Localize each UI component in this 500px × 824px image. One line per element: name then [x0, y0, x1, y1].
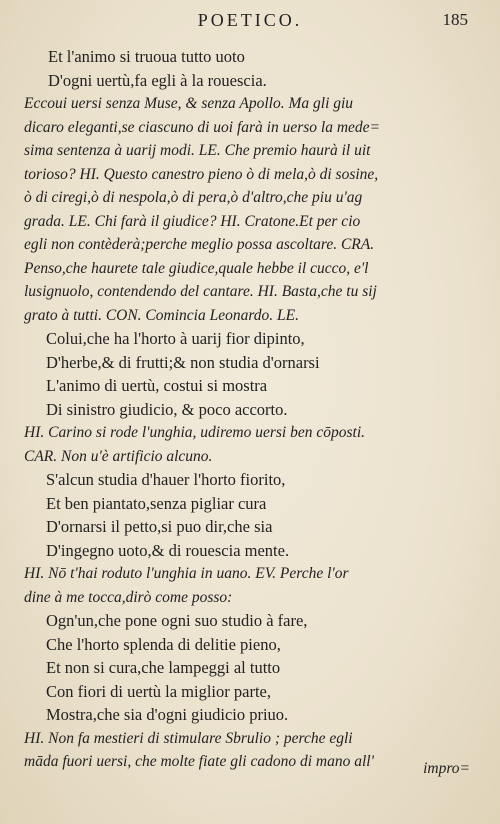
verse-line: D'ornarsi il petto,si puo dir,che sia [46, 517, 273, 536]
verse-line: Colui,che ha l'horto à uarij fior dipinto, [46, 329, 305, 348]
prose-line: CAR. Non u'è artificio alcuno. [24, 447, 213, 465]
prose-line: HI. Nō t'hai roduto l'unghia in uano. EV. Perche l'or [24, 565, 349, 582]
prose-line: grato à tutti. CON. Comincia Leonardo. LE. [24, 306, 300, 324]
verse-line: Et l'animo si truoua tutto uoto [48, 47, 245, 66]
prose-line: ò di ciregi,ò di nespola,ò di pera,ò d'altro,che piu u'ag [24, 189, 363, 206]
prose-line: sima sentenza à uarij modi. LE. Che premio haurà il uit [24, 142, 371, 159]
prose-line: torioso? HI. Questo canestro pieno ò di mela,ò di sosine, [24, 165, 379, 183]
prose-line: grada. LE. Chi farà il giudice? HI. Cratone.Et per cio [24, 212, 361, 230]
prose-line: dicaro eleganti,se ciascuno di uoi farà in uerso la mede= [24, 118, 381, 136]
verse-line: D'ingegno uoto,& di rouescia mente. [46, 540, 290, 560]
page-number: 185 [442, 10, 468, 29]
verse-line: D'herbe,& di frutti;& non studia d'ornarsi [46, 352, 320, 372]
verse-line: Con fiori di uertù la miglior parte, [46, 681, 271, 701]
verse-line: Di sinistro giudicio, & poco accorto. [46, 399, 288, 419]
prose-line: Penso,che haurete tale giudice,quale hebbe il cucco, e'l [24, 259, 369, 277]
prose-line: HI. Carino si rode l'unghia, udiremo uersi ben cōposti. [24, 424, 365, 441]
catchword: impro= [423, 760, 470, 777]
body-text [24, 45, 480, 774]
verse-line: D'ogni uertù,fa egli à la rouescia. [48, 70, 267, 90]
verse-line: S'alcun studia d'hauer l'horto fiorito, [46, 470, 286, 489]
prose-line: dine à me tocca,dirò come posso: [24, 588, 233, 606]
verse-line: Et ben piantato,senza pigliar cura [46, 493, 267, 513]
prose-line: egli non contèderà;perche meglio possa ascoltare. CRA. [24, 236, 375, 253]
verse-line: Mostra,che sia d'ogni giudicio priuo. [46, 705, 289, 724]
running-title: POETICO. [197, 10, 303, 30]
prose-line: māda fuori uersi, che molte fiate gli cadono di mano all' [24, 753, 374, 770]
verse-line: L'animo di uertù, costui si mostra [46, 376, 268, 395]
verse-line: Et non si cura,che lampeggi al tutto [46, 658, 281, 677]
prose-line: Eccoui uersi senza Muse, & senza Apollo. Ma gli giu [24, 95, 354, 112]
verse-line: Ogn'un,che pone ogni suo studio à fare, [46, 611, 308, 630]
verse-line: Che l'horto splenda di delitie pieno, [46, 634, 281, 654]
prose-line: HI. Non fa mestieri di stimulare Sbrulio ; perche egli [24, 729, 353, 747]
prose-line: lusignuolo, contendendo del cantare. HI. Basta,che tu sij [24, 283, 377, 300]
